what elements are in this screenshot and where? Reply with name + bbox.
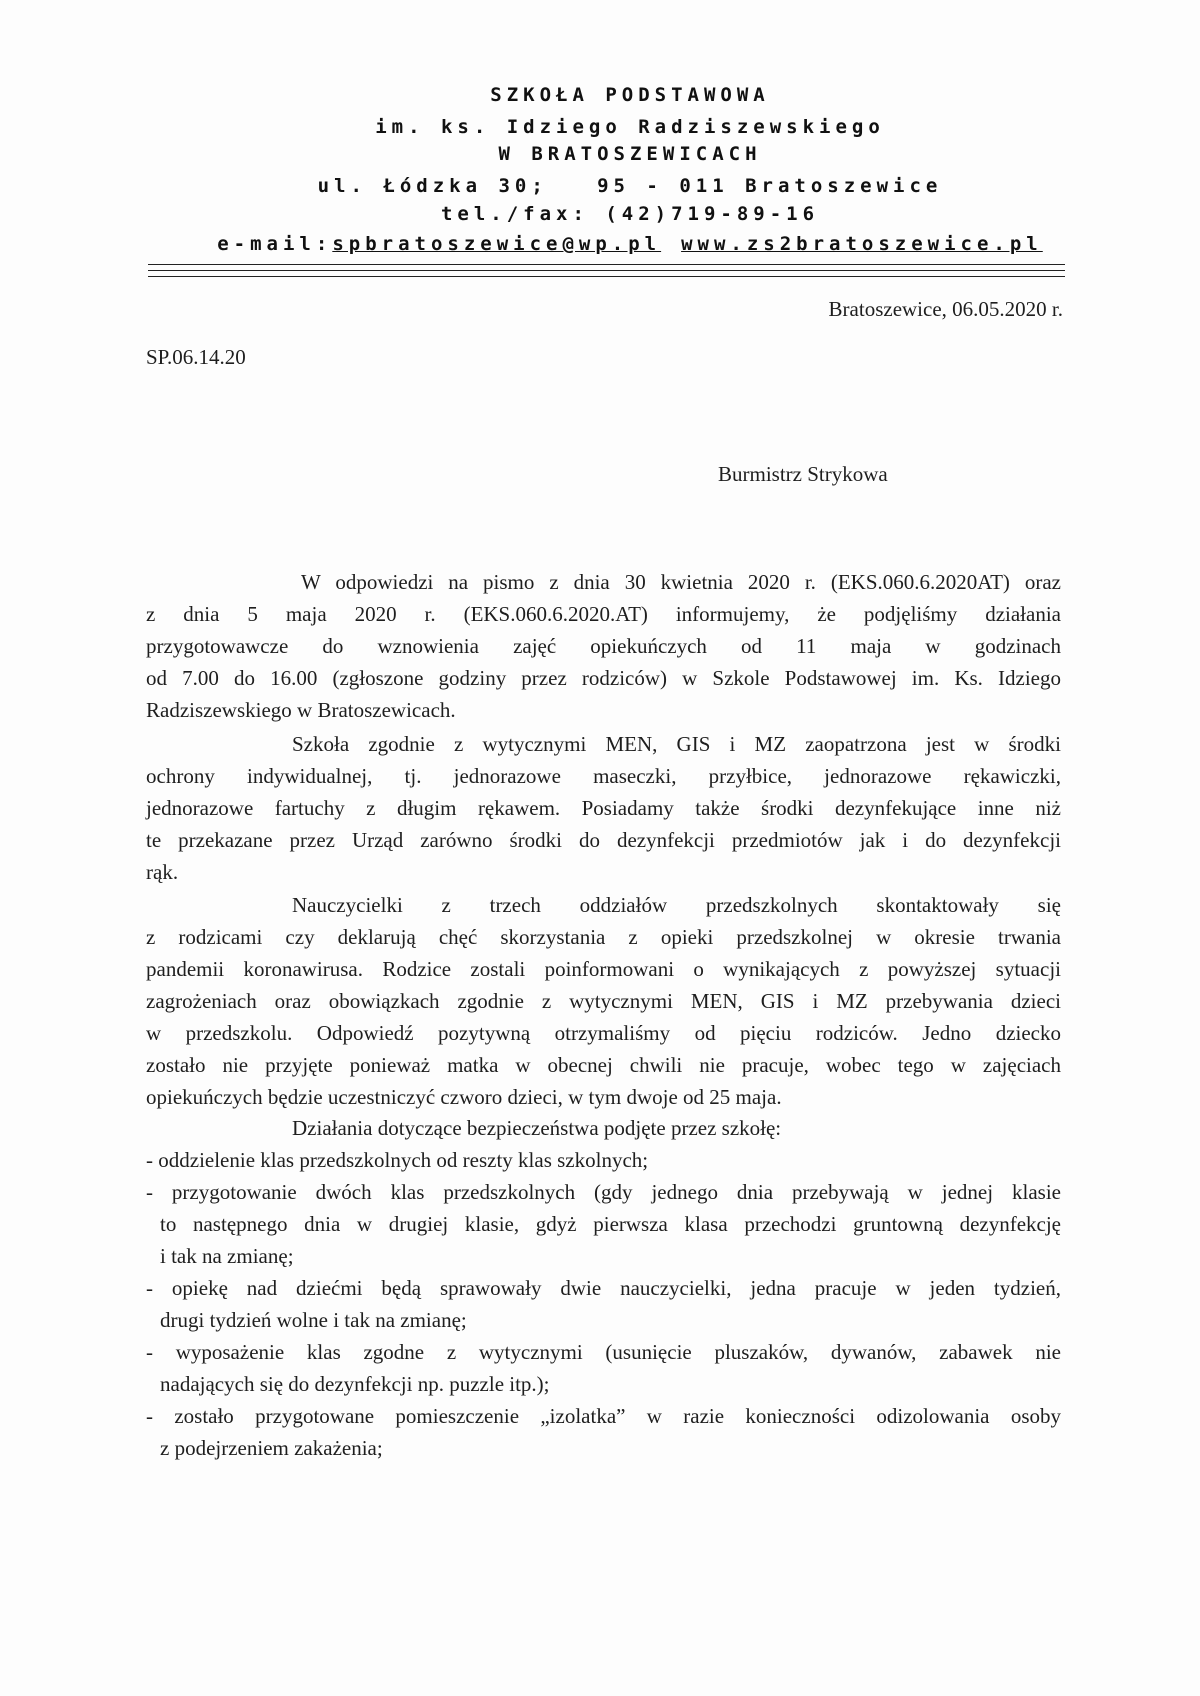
list-item <box>146 1336 1061 1400</box>
letterhead-divider <box>148 264 1065 265</box>
text-line: rąk. <box>146 860 179 884</box>
text-line: W odpowiedzi na pismo z dnia 30 kwietnia 2020 r. (EKS.060.6.2020AT) oraz <box>301 570 1061 594</box>
addressee: Burmistrz Strykowa <box>718 462 888 486</box>
paragraph-3 <box>146 889 1061 1113</box>
text-line: nadających się do dezynfekcji np. puzzle itp.); <box>160 1372 550 1396</box>
list-item <box>146 1176 1061 1272</box>
text-line: od 7.00 do 16.00 (zgłoszone godziny przez rodziców) w Szkole Podstawowej im. Ks. Idziego <box>146 666 1061 690</box>
letterhead-divider <box>148 270 1065 271</box>
school-name: SZKOŁA PODSTAWOWA <box>490 84 770 106</box>
text-line: z rodzicami czy deklarują chęć skorzystania z opieki przedszkolnej w okresie trwania <box>146 925 1061 949</box>
text-line: z dnia 5 maja 2020 r. (EKS.060.6.2020.AT) informujemy, że podjęliśmy działania <box>146 602 1061 626</box>
reference-number: SP.06.14.20 <box>146 345 246 369</box>
safety-measures <box>146 1112 1061 1464</box>
text-line: - oddzielenie klas przedszkolnych od reszty klas szkolnych; <box>146 1148 649 1172</box>
list-item <box>146 1144 1061 1176</box>
text-line: pandemii koronawirusa. Rodzice zostali poinformowani o wynikających z powyższej sytuacji <box>146 957 1061 981</box>
email-link[interactable]: spbratoszewice@wp.pl <box>332 233 662 255</box>
text-line: Szkoła zgodnie z wytycznymi MEN, GIS i MZ zaopatrzona jest w środki <box>292 732 1061 756</box>
text-line: Radziszewskiego w Bratoszewicach. <box>146 698 456 722</box>
school-phone: tel./fax: (42)719-89-16 <box>440 203 820 225</box>
school-contact <box>150 233 1110 255</box>
text-line: zagrożeniach oraz obowiązkach zgodnie z wytycznymi MEN, GIS i MZ przebywania dzieci <box>146 989 1061 1013</box>
text-line: jednorazowe fartuchy z długim rękawem. Posiadamy także środki dezynfekujące inne niż <box>146 796 1061 820</box>
text-line: - opiekę nad dziećmi będą sprawowały dwie nauczycielki, jedna pracuje w jeden tydzień, <box>146 1276 1061 1300</box>
list-item <box>146 1272 1061 1336</box>
text-line: ochrony indywidualnej, tj. jednorazowe maseczki, przyłbice, jednorazowe rękawiczki, <box>146 764 1061 788</box>
school-address: ul. Łódzka 30; 95 - 011 Bratoszewice <box>317 175 943 197</box>
paragraph-2 <box>146 728 1061 888</box>
text-line: i tak na zmianę; <box>160 1244 294 1268</box>
text-line: w przedszkolu. Odpowiedź pozytywną otrzymaliśmy od pięciu rodziców. Jedno dziecko <box>146 1021 1061 1045</box>
text-line: to następnego dnia w drugiej klasie, gdyż pierwsza klasa przechodzi gruntowną dezynfekcję <box>160 1212 1061 1236</box>
text-line: - wyposażenie klas zgodne z wytycznymi (usunięcie pluszaków, dywanów, zabawek nie <box>146 1340 1061 1364</box>
letterhead-divider <box>148 276 1065 277</box>
email-label: e-mail: <box>217 233 333 255</box>
list-item <box>146 1400 1061 1464</box>
paragraph-1 <box>146 566 1061 726</box>
text-line: - przygotowanie dwóch klas przedszkolnych (gdy jednego dnia przebywają w jednej klasie <box>146 1180 1061 1204</box>
text-line: drugi tydzień wolne i tak na zmianę; <box>160 1308 467 1332</box>
text-line: zostało nie przyjęte ponieważ matka w obecnej chwili nie pracuje, wobec tego w zajęciach <box>146 1053 1061 1077</box>
website-link[interactable]: www.zs2bratoszewice.pl <box>681 233 1043 255</box>
place-date: Bratoszewice, 06.05.2020 r. <box>828 297 1063 321</box>
safety-heading: Działania dotyczące bezpieczeństwa podjęte przez szkołę: <box>292 1116 782 1140</box>
text-line: Nauczycielki z trzech oddziałów przedszkolnych skontaktowały się <box>292 893 1061 917</box>
school-patron: im. ks. Idziego Radziszewskiego <box>375 116 885 138</box>
school-location: W BRATOSZEWICACH <box>498 143 762 165</box>
text-line: - zostało przygotowane pomieszczenie „izolatka” w razie konieczności odizolowania osoby <box>146 1404 1061 1428</box>
text-line: opiekuńczych będzie uczestniczyć czworo dzieci, w tym dwoje od 25 maja. <box>146 1085 782 1109</box>
text-line: z podejrzeniem zakażenia; <box>160 1436 383 1460</box>
text-line: te przekazane przez Urząd zarówno środki do dezynfekcji przedmiotów jak i do dezynfekcji <box>146 828 1061 852</box>
text-line: przygotowawcze do wznowienia zajęć opiekuńczych od 11 maja w godzinach <box>146 634 1061 658</box>
